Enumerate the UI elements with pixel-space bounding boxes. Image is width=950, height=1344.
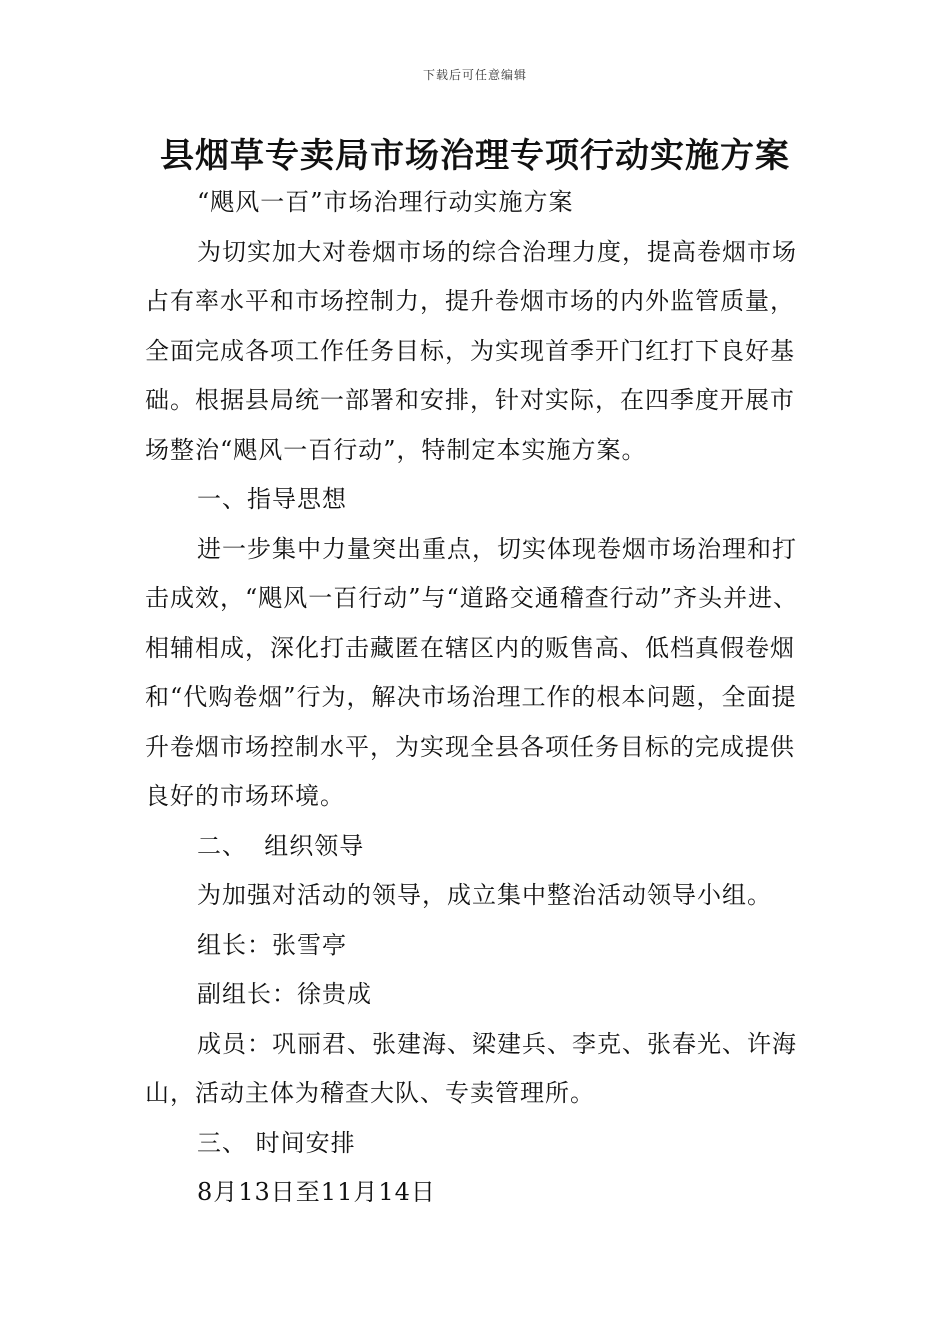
document-body <box>145 178 805 1218</box>
section-heading-schedule: 三、 时间安排 <box>197 1128 356 1157</box>
deputy-line: 副组长：徐贵成 <box>197 980 372 1008</box>
leader-line: 组长：张雪亭 <box>197 930 347 959</box>
section-paragraph-guiding-thought: 进一步集中力量突出重点，切实体现卷烟市场治理和打击成效，“飓风一百行动”与“道路交通稽查行动”齐头并进、相辅相成，深化打击藏匿在辖区内的贩售高、低档真假卷烟和“代购卷烟”行为，解决市场治理工作的根本问题，全面提升卷烟市场控制水平，为实现全县各项任务目标的完成提供良好的市场环境。 <box>145 534 799 810</box>
section-heading-organization: 二、 组织领导 <box>197 831 365 860</box>
section-heading-guiding-thought: 一、指导思想 <box>197 485 347 513</box>
subtitle: “飓风一百”市场治理行动实施方案 <box>197 188 574 216</box>
document-title: 县烟草专卖局市场治理专项行动实施方案 <box>160 136 790 176</box>
section-paragraph-organization: 为加强对活动的领导，成立集中整治活动领导小组。 <box>197 881 772 909</box>
intro-paragraph: 为切实加大对卷烟市场的综合治理力度，提高卷烟市场占有率水平和市场控制力，提升卷烟市场的内外监管质量，全面完成各项工作任务目标，为实现首季开门红打下良好基础。根据县局统一部署和安排，针对实际，在四季度开展市场整治“飓风一百行动”，特制定本实施方案。 <box>145 237 797 464</box>
schedule-dates: 8月13日至11月14日 <box>197 1178 436 1206</box>
members-line: 成员：巩丽君、张建海、梁建兵、李克、张春光、许海山，活动主体为稽查大队、专卖管理所。 <box>145 1029 797 1107</box>
header-note: 下载后可任意编辑 <box>422 68 527 82</box>
